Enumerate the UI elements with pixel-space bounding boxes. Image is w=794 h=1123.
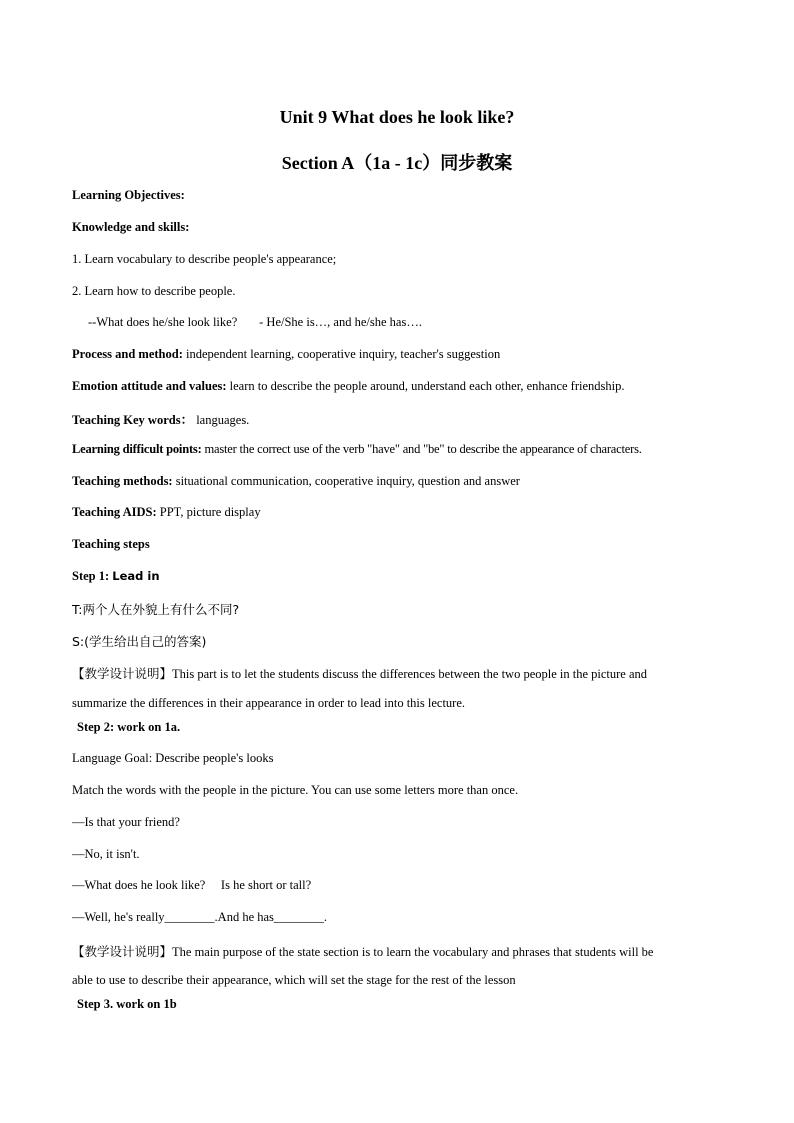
process-label: Process and method: xyxy=(72,347,183,361)
design-note-1-line-1 xyxy=(72,664,647,682)
step-1-student: S:(学生给出自己的答案) xyxy=(72,634,207,649)
step-1-text: Lead in xyxy=(112,569,160,583)
design-note-1-text: This part is to let the students discuss the differences between the two people in the picture and xyxy=(172,667,648,681)
dialog-line-3: —What does he look like? Is he short or tall? xyxy=(72,878,312,892)
objective-1: 1. Learn vocabulary to describe people's appearance; xyxy=(72,252,337,266)
design-note-2-text: The main purpose of the state section is to learn the vocabulary and phrases that students will be xyxy=(172,945,654,959)
emotion-label: Emotion attitude and values: xyxy=(72,379,227,393)
teaching-methods-line xyxy=(72,474,520,489)
process-method-line xyxy=(72,347,500,362)
difficult-label: Learning difficult points: xyxy=(72,442,202,456)
step-3-heading: Step 3. work on 1b xyxy=(77,997,177,1011)
key-words-line xyxy=(72,410,249,428)
step-2-instruction: Match the words with the people in the picture. You can use some letters more than once. xyxy=(72,783,519,797)
step-1-label: Step 1: xyxy=(72,569,113,583)
dialog-line-2: —No, it isn't. xyxy=(72,847,140,861)
design-note-2-line-2: able to use to describe their appearance, which will set the stage for the rest of the lesson xyxy=(72,973,516,987)
design-note-1-tag: 【教学设计说明】 xyxy=(72,666,173,681)
methods-text: situational communication, cooperative inquiry, question and answer xyxy=(172,474,520,488)
design-note-2-line-1 xyxy=(72,942,653,960)
process-text: independent learning, cooperative inquiry, teacher's suggestion xyxy=(182,347,501,361)
objective-2-example: --What does he/she look like? - He/She is…, and he/she has…. xyxy=(88,315,422,329)
dialog-line-4: —Well, he's really________.And he has________. xyxy=(72,910,328,924)
step-1-teacher: T:两个人在外貌上有什么不同? xyxy=(72,602,240,617)
key-words-label: Teaching Key words： xyxy=(72,413,194,427)
step-2-heading: Step 2: work on 1a. xyxy=(77,720,181,734)
aids-label: Teaching AIDS: xyxy=(72,505,157,519)
design-note-2-tag: 【教学设计说明】 xyxy=(72,944,173,959)
dialog-line-1: —Is that your friend? xyxy=(72,815,180,829)
step-2-goal: Language Goal: Describe people's looks xyxy=(72,751,274,765)
difficult-points-line xyxy=(72,442,642,457)
difficult-text: master the correct use of the verb "have" and "be" to describe the appearance of characters. xyxy=(201,442,642,456)
aids-text: PPT, picture display xyxy=(156,505,261,519)
objective-2: 2. Learn how to describe people. xyxy=(72,284,236,298)
objectives-heading: Learning Objectives: xyxy=(72,188,185,202)
teaching-aids-line xyxy=(72,505,261,520)
teaching-steps-heading: Teaching steps xyxy=(72,537,150,551)
knowledge-heading: Knowledge and skills: xyxy=(72,220,190,234)
key-words-text: languages. xyxy=(193,413,250,427)
design-note-1-line-2: summarize the differences in their appearance in order to lead into this lecture. xyxy=(72,696,466,710)
unit-title: Unit 9 What does he look like? xyxy=(279,107,515,127)
methods-label: Teaching methods: xyxy=(72,474,173,488)
step-1-heading xyxy=(72,569,160,584)
section-title: Section A（1a - 1c）同步教案 xyxy=(281,153,513,173)
emotion-line xyxy=(72,379,624,394)
emotion-text: learn to describe the people around, understand each other, enhance friendship. xyxy=(226,379,625,393)
